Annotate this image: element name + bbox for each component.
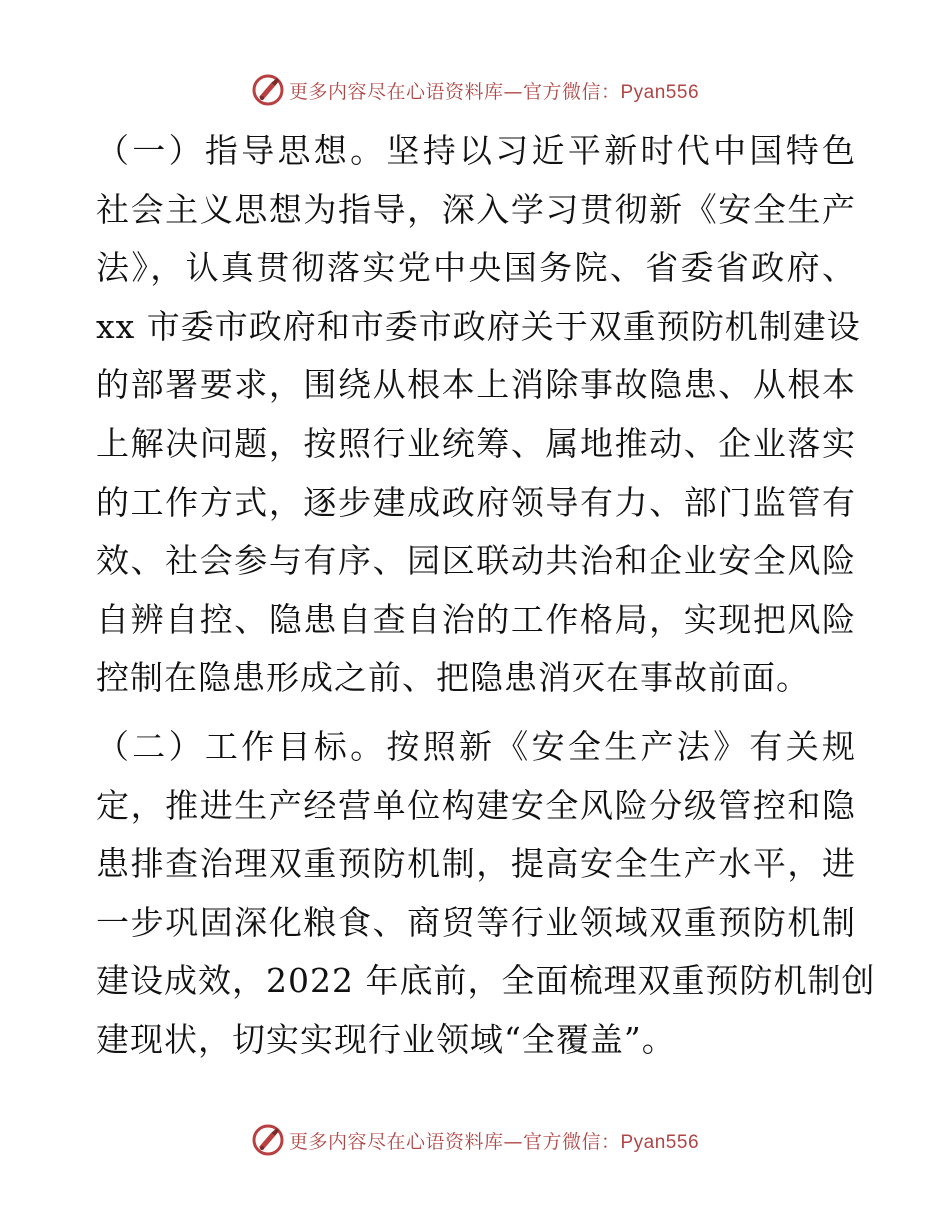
watermark-wechat-id: Pyan556 bbox=[620, 1131, 700, 1153]
watermark-site-text: 更多内容尽在心语资料库 bbox=[288, 80, 504, 103]
text-line: xx 市委市政府和市委市政府关于双重预防机制建设 bbox=[96, 306, 861, 346]
text-line: 建现状，切实实现行业领域“全覆盖”。 bbox=[96, 1019, 676, 1059]
watermark-wechat-id: Pyan556 bbox=[620, 81, 700, 103]
watermark-text bbox=[289, 77, 699, 104]
logo-icon bbox=[251, 1123, 285, 1157]
text-line: 患排查治理双重预防机制，提高安全生产水平，进 bbox=[96, 844, 856, 884]
logo-icon bbox=[251, 73, 285, 107]
text-line: 控制在隐患形成之前、把隐患消灭在事故前面。 bbox=[96, 658, 810, 698]
text-line: （二）工作目标。按照新《安全生产法》有关规 bbox=[96, 726, 856, 766]
paragraph-guiding-ideology bbox=[96, 122, 861, 708]
watermark-separator: — bbox=[503, 80, 523, 103]
text-line: 建设成效，2022 年底前，全面梳理双重预防机制创 bbox=[96, 961, 876, 1001]
text-line: 定，推进生产经营单位构建安全风险分级管控和隐 bbox=[96, 785, 856, 825]
text-line: （一）指导思想。坚持以习近平新时代中国特色 bbox=[96, 131, 856, 170]
text-line: 社会主义思想为指导，深入学习贯彻新《安全生产 bbox=[96, 189, 856, 229]
text-line: 法》，认真贯彻落实党中央国务院、省委省政府、 bbox=[96, 248, 856, 288]
watermark-site-text: 更多内容尽在心语资料库 bbox=[288, 1130, 504, 1153]
watermark-banner-bottom bbox=[0, 1120, 950, 1160]
text-line: 一步巩固深化粮食、商贸等行业领域双重预防机制 bbox=[96, 902, 856, 942]
watermark-wechat-label: 官方微信： bbox=[522, 1130, 621, 1153]
watermark-text bbox=[289, 1127, 699, 1154]
text-line: 效、社会参与有序、园区联动共治和企业安全风险 bbox=[96, 541, 856, 581]
paragraph-work-objectives bbox=[96, 718, 876, 1070]
watermark-banner-top bbox=[0, 70, 950, 110]
text-line: 自辨自控、隐患自查自治的工作格局，实现把风险 bbox=[96, 599, 856, 639]
text-line: 的工作方式，逐步建成政府领导有力、部门监管有 bbox=[96, 482, 856, 522]
watermark-wechat-label: 官方微信： bbox=[522, 80, 621, 103]
text-line: 上解决问题，按照行业统筹、属地推动、企业落实 bbox=[96, 423, 856, 463]
document-body bbox=[96, 122, 876, 1070]
text-line: 的部署要求，围绕从根本上消除事故隐患、从根本 bbox=[96, 365, 856, 405]
watermark-separator: — bbox=[503, 1130, 523, 1153]
